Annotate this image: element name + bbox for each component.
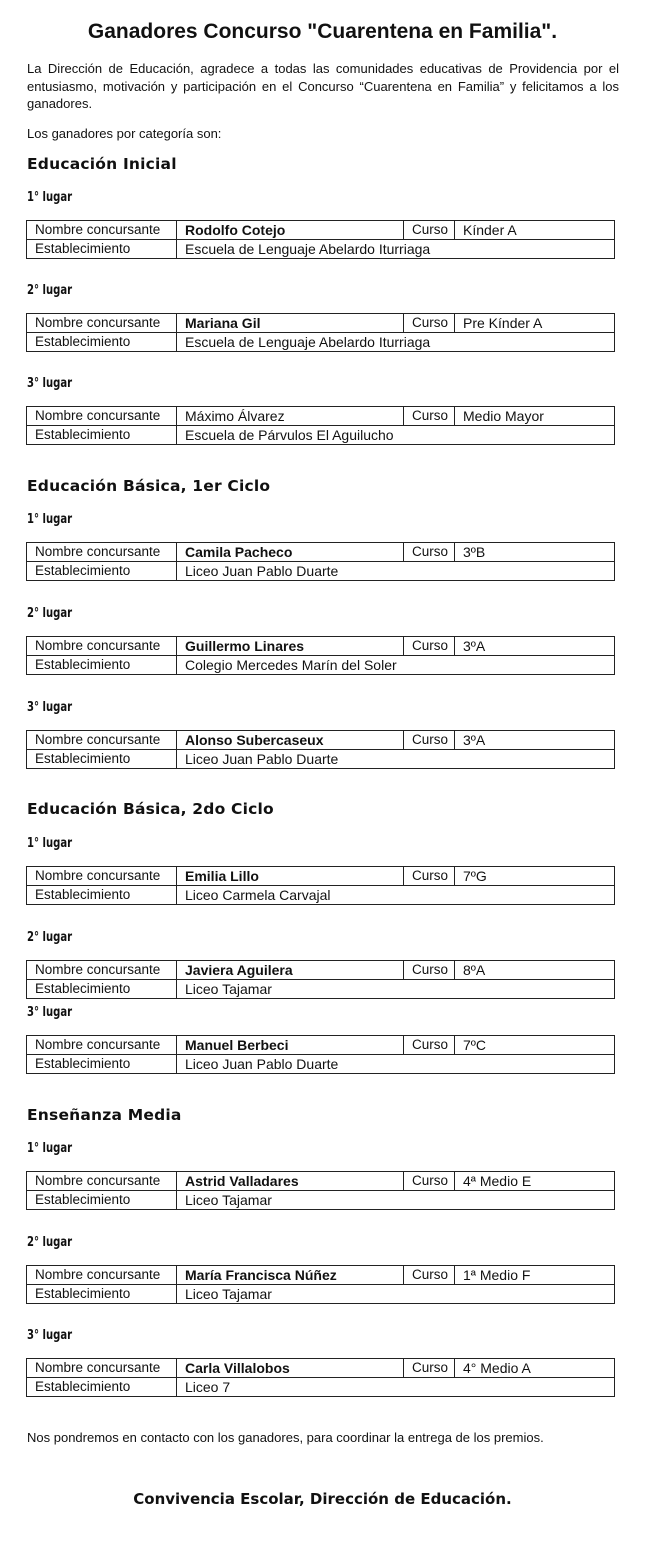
course-label: Curso (404, 731, 455, 750)
winner-school: Liceo Juan Pablo Duarte (177, 750, 615, 769)
winner-course: 7ºC (455, 1036, 615, 1055)
course-label: Curso (404, 407, 455, 426)
course-label: Curso (404, 961, 455, 980)
winner-name: Carla Villalobos (177, 1359, 404, 1378)
place-label: 1° lugar (27, 836, 73, 851)
winner-school-row (27, 656, 615, 675)
place-label: 1° lugar (27, 1141, 73, 1156)
winner-course: Pre Kínder A (455, 314, 615, 333)
winner-table (26, 960, 615, 999)
category-title: Educación Inicial (27, 155, 177, 173)
winner-school: Liceo Juan Pablo Duarte (177, 1055, 615, 1074)
lead-text: Los ganadores por categoría son: (27, 126, 222, 141)
name-label: Nombre concursante (27, 314, 177, 333)
winner-school: Liceo Tajamar (177, 1191, 615, 1210)
closing-note: Nos pondremos en contacto con los ganadores, para coordinar la entrega de los premios. (27, 1430, 544, 1445)
winner-name: Mariana Gil (177, 314, 404, 333)
course-label: Curso (404, 1266, 455, 1285)
winner-school: Liceo 7 (177, 1378, 615, 1397)
school-label: Establecimiento (27, 562, 177, 581)
place-label: 2° lugar (27, 930, 73, 945)
place-label: 3° lugar (27, 1328, 73, 1343)
winner-school-row (27, 1191, 615, 1210)
course-label: Curso (404, 1172, 455, 1191)
place-label: 3° lugar (27, 376, 73, 391)
winner-school-row (27, 1378, 615, 1397)
category-title: Educación Básica, 1er Ciclo (27, 477, 271, 495)
winner-name: Javiera Aguilera (177, 961, 404, 980)
school-label: Establecimiento (27, 1055, 177, 1074)
place-label: 1° lugar (27, 190, 73, 205)
winner-name-row (27, 637, 615, 656)
name-label: Nombre concursante (27, 961, 177, 980)
winner-course: 3ºB (455, 543, 615, 562)
course-label: Curso (404, 637, 455, 656)
winner-table (26, 220, 615, 259)
intro-paragraph: La Dirección de Educación, agradece a todas las comunidades educativas de Providencia por el entusiasmo, motivación y participación en el Concurso “Cuarentena en Familia” y felicitamos a los ganadores. (27, 61, 619, 111)
winner-table (26, 1171, 615, 1210)
winner-table (26, 406, 615, 445)
school-label: Establecimiento (27, 240, 177, 259)
course-label: Curso (404, 314, 455, 333)
category-title: Enseñanza Media (27, 1106, 182, 1124)
winner-name-row (27, 1036, 615, 1055)
place-label: 2° lugar (27, 1235, 73, 1250)
winner-course: 4ª Medio E (455, 1172, 615, 1191)
winner-school-row (27, 980, 615, 999)
name-label: Nombre concursante (27, 543, 177, 562)
winner-school: Liceo Tajamar (177, 1285, 615, 1304)
name-label: Nombre concursante (27, 1266, 177, 1285)
winner-school-row (27, 240, 615, 259)
winner-table (26, 1035, 615, 1074)
name-label: Nombre concursante (27, 1172, 177, 1191)
winner-table (26, 1265, 615, 1304)
winner-school: Colegio Mercedes Marín del Soler (177, 656, 615, 675)
name-label: Nombre concursante (27, 1036, 177, 1055)
winner-name-row (27, 867, 615, 886)
school-label: Establecimiento (27, 1378, 177, 1397)
place-label: 2° lugar (27, 283, 73, 298)
winner-name-row (27, 221, 615, 240)
winner-school: Escuela de Párvulos El Aguilucho (177, 426, 615, 445)
winner-school: Escuela de Lenguaje Abelardo Iturriaga (177, 240, 615, 259)
school-label: Establecimiento (27, 1191, 177, 1210)
winner-name: Camila Pacheco (177, 543, 404, 562)
course-label: Curso (404, 1036, 455, 1055)
name-label: Nombre concursante (27, 221, 177, 240)
place-label: 3° lugar (27, 700, 73, 715)
name-label: Nombre concursante (27, 867, 177, 886)
page-title: Ganadores Concurso "Cuarentena en Familia". (87, 20, 558, 43)
course-label: Curso (404, 867, 455, 886)
winner-name-row (27, 731, 615, 750)
winner-name: Guillermo Linares (177, 637, 404, 656)
winner-table (26, 313, 615, 352)
winner-course: 4° Medio A (455, 1359, 615, 1378)
winner-name: Manuel Berbeci (177, 1036, 404, 1055)
winner-school: Escuela de Lenguaje Abelardo Iturriaga (177, 333, 615, 352)
winner-table (26, 1358, 615, 1397)
winner-name: María Francisca Núñez (177, 1266, 404, 1285)
winner-course: 8ºA (455, 961, 615, 980)
winner-school-row (27, 1055, 615, 1074)
winner-school-row (27, 426, 615, 445)
winner-name-row (27, 407, 615, 426)
winner-school-row (27, 1285, 615, 1304)
name-label: Nombre concursante (27, 637, 177, 656)
winner-name-row (27, 1266, 615, 1285)
name-label: Nombre concursante (27, 1359, 177, 1378)
school-label: Establecimiento (27, 980, 177, 999)
course-label: Curso (404, 543, 455, 562)
school-label: Establecimiento (27, 656, 177, 675)
school-label: Establecimiento (27, 1285, 177, 1304)
course-label: Curso (404, 1359, 455, 1378)
category-title: Educación Básica, 2do Ciclo (27, 800, 274, 818)
winner-course: Kínder A (455, 221, 615, 240)
winner-course: Medio Mayor (455, 407, 615, 426)
winner-name: Emilia Lillo (177, 867, 404, 886)
name-label: Nombre concursante (27, 731, 177, 750)
winner-school-row (27, 886, 615, 905)
winner-table (26, 636, 615, 675)
school-label: Establecimiento (27, 750, 177, 769)
winner-course: 3ºA (455, 637, 615, 656)
winner-table (26, 866, 615, 905)
winner-school-row (27, 562, 615, 581)
winner-school: Liceo Juan Pablo Duarte (177, 562, 615, 581)
school-label: Establecimiento (27, 426, 177, 445)
winner-school-row (27, 750, 615, 769)
winner-name-row (27, 1172, 615, 1191)
winner-table (26, 542, 615, 581)
winner-name-row (27, 1359, 615, 1378)
winner-name-row (27, 314, 615, 333)
winner-course: 1ª Medio F (455, 1266, 615, 1285)
winner-table (26, 730, 615, 769)
winner-name-row (27, 961, 615, 980)
school-label: Establecimiento (27, 333, 177, 352)
winner-name: Astrid Valladares (177, 1172, 404, 1191)
signature: Convivencia Escolar, Dirección de Educación. (133, 1490, 512, 1508)
winner-school: Liceo Tajamar (177, 980, 615, 999)
winner-name: Máximo Álvarez (177, 407, 404, 426)
course-label: Curso (404, 221, 455, 240)
winner-name-row (27, 543, 615, 562)
place-label: 3° lugar (27, 1005, 73, 1020)
school-label: Establecimiento (27, 886, 177, 905)
winner-school-row (27, 333, 615, 352)
name-label: Nombre concursante (27, 407, 177, 426)
winner-school: Liceo Carmela Carvajal (177, 886, 615, 905)
winner-name: Rodolfo Cotejo (177, 221, 404, 240)
place-label: 1° lugar (27, 512, 73, 527)
winner-course: 3ºA (455, 731, 615, 750)
winner-course: 7ºG (455, 867, 615, 886)
winner-name: Alonso Subercaseux (177, 731, 404, 750)
place-label: 2° lugar (27, 606, 73, 621)
